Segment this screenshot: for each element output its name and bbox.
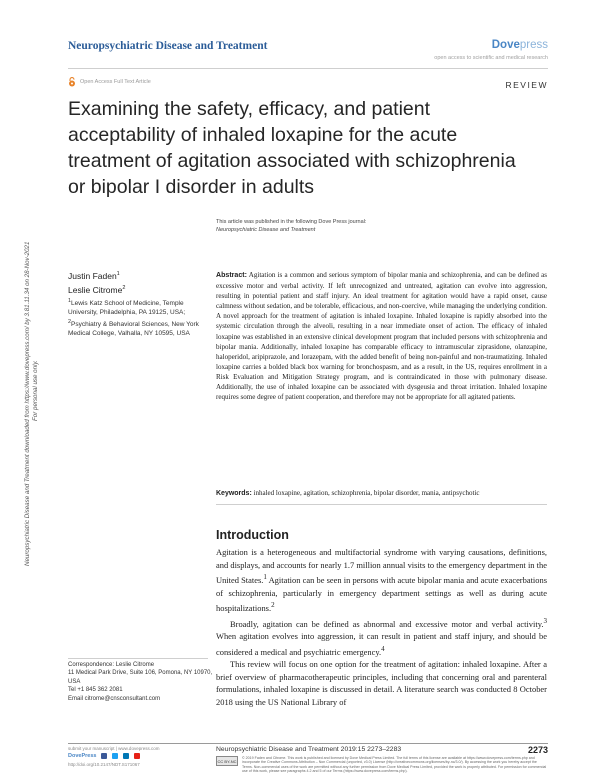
- license-text: © 2019 Faden and Citrome. This work is published and licensed by Dove Medical Press Limited. The full terms of this license are available at https://www.dovepress.com/terms.php and incorporate the Creative Commons Attribution – Non Commercial (unported, v3.0) License (http://creativecommons.org/licenses/by-nc/3.0/). By accessing the work you hereby accept the Terms. Non-commercial uses of the work are permitted without any further permission from Dove Medical Press Limited, provided the work is properly attributed. For permission for commercial use of this work, please see paragraphs 4.2 and 5 of our Terms (https://www.dovepress.com/terms.php).: [242, 756, 547, 773]
- author-list: [68, 268, 125, 296]
- header-divider: [68, 68, 548, 69]
- intro-paragraph-3: This review will focus on one option for the treatment of agitation: inhaled loxapine. After a brief overview of pharmacotherapeutic principles, including that concerning oral and parenteral formulations, inhaled loxapine is discussed in detail. A literature search was conducted 8 October 2018 using the US National Library of: [216, 659, 547, 707]
- facebook-icon[interactable]: [101, 753, 107, 759]
- correspondence-label: Correspondence: Leslie Citrome: [68, 662, 155, 668]
- citation-ref[interactable]: 4: [381, 644, 385, 653]
- introduction-body: [216, 546, 547, 708]
- keywords-label: Keywords:: [216, 490, 252, 497]
- abstract: [216, 270, 547, 402]
- journal-name[interactable]: Neuropsychiatric Disease and Treatment: [68, 40, 268, 52]
- article-type: REVIEW: [505, 80, 548, 90]
- introduction-heading: Introduction: [216, 528, 289, 542]
- publisher-tagline: open access to scientific and medical research: [434, 55, 548, 61]
- download-stamp: [12, 126, 52, 566]
- download-stamp-svg: [12, 126, 52, 566]
- citation-ref[interactable]: 1: [263, 573, 267, 582]
- doi-link[interactable]: http://doi.org/10.2147/NDT.S171067: [68, 762, 140, 767]
- license-block: [216, 756, 547, 773]
- footer-divider: [68, 743, 548, 744]
- open-access-icon: [68, 77, 76, 87]
- publisher-sub: press: [519, 39, 548, 51]
- intro-paragraph-2: Broadly, agitation can be defined as abnormal and excessive motor and verbal activity.$^3$ When agitation evolves into aggression, it can result in patient and staff injury, and should be considered a medical and psychiatric emergency.$^4$: [216, 616, 547, 657]
- download-stamp-line1: Neuropsychiatric Disease and Treatment downloaded from https://www.dovepress.com/ by 3.81.11.34 on 28-Nov-2021: [24, 241, 31, 566]
- abstract-text: Agitation is a common and serious symptom of bipolar mania and schizophrenia, and can be defined as excessive motor and verbal activity. If left unrecognized and untreated, agitation can evolve into aggression, resulting in potential patient and staff injury. An ideal treatment for agitation would have a rapid onset, cause calmness without sedation, and be tolerable, efficacious, and non-coercive, while managing the underlying condition. A novel approach for the treatment of agitation is inhaled loxapine. Inhaled loxapine is rapidly absorbed into the systemic circulation through the alveoli, resulting in a near immediate onset of action. The efficacy of inhaled loxapine was established in an extensive clinical development program that included persons with schizophrenia and bipolar mania. Additionally, inhaled loxapine has comparable efficacy to intramuscular ziprasidone, olanzapine, haloperidol, aripiprazole, and lorazepam, with the added benefit of being non-painful and non-traumatizing. Inhaled loxapine carries a bolded black box warning for bronchospasm, and as a result, in the US, requires enrollment in a Risk Evaluation and Mitigation Strategy program, and is contraindicated in those with pulmonary disease. Additionally, the use of inhaled loxapine can be associated with dysgeusia and throat irritation. Inhaled loxapine requires some degree of patient cooperation, and therefore may not be appropriate for all agitated patients.: [216, 271, 548, 402]
- affiliations: [68, 297, 208, 339]
- correspondence-email[interactable]: Email citrome@cnsconsultant.com: [68, 695, 161, 702]
- intro-paragraph-1: Agitation is a heterogeneous and multifactorial syndrome with varying causations, definitions, and displays, and accounts for nearly 1.7 million annual visits to the emergency department in the United States.$^1$ Agitation can be seen in persons with acute bipolar mania and acute exacerbations of schizophrenia, particularly in emergency department settings as well as during acute hospitalizations.$^2$: [216, 547, 547, 613]
- keywords: [216, 488, 547, 499]
- keywords-text: inhaled loxapine, agitation, schizophrenia, bipolar disorder, mania, antipsychotic: [253, 489, 480, 497]
- open-access-badge: [68, 77, 151, 87]
- correspondence: [68, 661, 218, 703]
- article-title: Examining the safety, efficacy, and patient acceptability of inhaled loxapine for the acute treatment of agitation associated with schizophrenia or bipolar I disorder in adults: [68, 98, 516, 198]
- publication-note-line1: This article was published in the following Dove Press journal:: [216, 219, 367, 225]
- citation-ref[interactable]: 2: [271, 601, 275, 610]
- affiliation-2: $^2$Psychiatry & Behavioral Sciences, New York Medical College, Valhalla, NY 10595, USA: [68, 318, 199, 337]
- dovepress-footer[interactable]: [68, 753, 140, 759]
- cc-license-icon[interactable]: CC BY-NC: [216, 756, 238, 766]
- publication-note: [216, 218, 366, 234]
- abstract-divider: [216, 504, 547, 505]
- abstract-label: Abstract:: [216, 272, 247, 279]
- correspondence-phone: Tel +1 845 362 2081: [68, 687, 123, 694]
- affiliation-1: $^1$Lewis Katz School of Medicine, Temple University, Philadelphia, PA 19125, USA;: [68, 298, 186, 316]
- publication-note-journal: Neuropsychiatric Disease and Treatment: [216, 227, 316, 233]
- correspondence-divider: [68, 658, 208, 659]
- page-number: 2273: [527, 745, 548, 755]
- download-stamp-line2: For personal use only.: [32, 360, 39, 421]
- publisher-logo[interactable]: [492, 39, 548, 51]
- twitter-icon[interactable]: [112, 753, 118, 759]
- author-1[interactable]: Justin Faden$^1$: [68, 270, 120, 281]
- author-2[interactable]: Leslie Citrome$^2$: [68, 284, 126, 295]
- citation-ref[interactable]: 3: [543, 616, 547, 625]
- dovepress-label: DovePress: [68, 753, 97, 759]
- correspondence-address: 11 Medical Park Drive, Suite 106, Pomona, NY 10970, USA: [68, 670, 213, 685]
- submit-manuscript-link[interactable]: submit your manuscript | www.dovepress.com: [68, 746, 160, 751]
- publisher-main: Dove: [491, 39, 520, 51]
- open-access-label: Open Access Full Text Article: [80, 79, 151, 85]
- youtube-icon[interactable]: [134, 753, 140, 759]
- linkedin-icon[interactable]: [123, 753, 129, 759]
- footer-citation: Neuropsychiatric Disease and Treatment 2019:15 2273–2283: [216, 746, 402, 753]
